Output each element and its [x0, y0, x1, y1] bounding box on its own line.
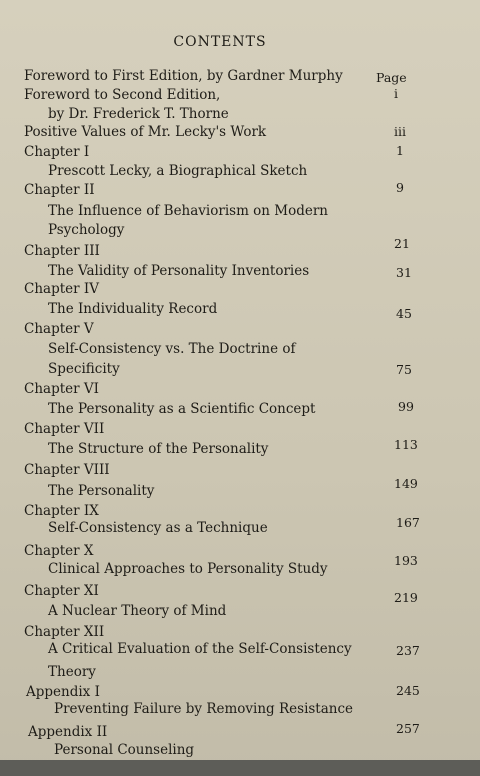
table-surface: [0, 760, 480, 776]
toc-entry: Chapter VI: [24, 381, 99, 397]
page-number: 257: [396, 721, 420, 736]
toc-entry: A Critical Evaluation of the Self-Consistency: [48, 641, 352, 657]
toc-entry: Chapter II: [24, 182, 95, 198]
toc-entry: Chapter X: [24, 543, 94, 559]
toc-entry: Preventing Failure by Removing Resistance: [54, 701, 354, 717]
page-number: 113: [394, 437, 418, 452]
toc-entry: The Personality as a Scientific Concept: [48, 401, 316, 417]
page-number: 31: [396, 265, 412, 280]
toc-entry: Chapter XI: [24, 583, 99, 599]
toc-entry: Appendix I: [26, 684, 100, 700]
toc-entry: Specificity: [48, 361, 120, 377]
page-number: 75: [396, 362, 412, 377]
toc-entry: The Validity of Personality Inventories: [48, 263, 310, 279]
toc-entry: Personal Counseling: [54, 742, 195, 758]
toc-entry: The Influence of Behaviorism on Modern: [48, 203, 329, 219]
toc-entry: Chapter I: [24, 144, 90, 160]
toc-entry: Chapter IV: [24, 281, 99, 297]
toc-entry: Chapter XII: [24, 624, 105, 640]
page-number: 1: [396, 143, 404, 158]
toc-entry: Psychology: [48, 222, 125, 238]
page-number: 245: [396, 683, 420, 698]
toc-entry: Self-Consistency as a Technique: [48, 520, 268, 536]
page-number: 219: [394, 590, 418, 605]
page-number: 193: [394, 553, 418, 568]
toc-entry: Foreword to First Edition, by Gardner Murphy: [24, 68, 343, 84]
page-number: 237: [396, 643, 420, 658]
toc-entry: Chapter V: [24, 321, 94, 337]
toc-entry: Prescott Lecky, a Biographical Sketch: [48, 163, 308, 179]
page-number: 21: [394, 236, 410, 251]
toc-entry: Self-Consistency vs. The Doctrine of: [48, 341, 296, 357]
page-number: 99: [398, 399, 414, 414]
toc-entry: The Personality: [48, 483, 155, 499]
toc-entry: Chapter III: [24, 243, 100, 259]
toc-entry: Appendix II: [28, 724, 108, 740]
page-number: 45: [396, 306, 412, 321]
page-number: 149: [394, 476, 418, 491]
page-column-label: Page: [376, 70, 407, 85]
contents-title: CONTENTS: [173, 34, 267, 50]
toc-entry: Positive Values of Mr. Lecky's Work: [24, 124, 267, 140]
toc-entry: Chapter IX: [24, 503, 99, 519]
toc-entry: The Individuality Record: [48, 301, 218, 317]
toc-entry: by Dr. Frederick T. Thorne: [48, 106, 229, 122]
page-number: i: [394, 86, 398, 101]
toc-entry: Chapter VII: [24, 421, 105, 437]
page-number: 167: [396, 515, 420, 530]
page-number: 9: [396, 180, 404, 195]
toc-entry: Foreword to Second Edition,: [24, 87, 221, 103]
toc-entry: Clinical Approaches to Personality Study: [48, 561, 328, 577]
toc-entry: A Nuclear Theory of Mind: [48, 603, 227, 619]
toc-entry: The Structure of the Personality: [48, 441, 269, 457]
page-number: iii: [394, 124, 406, 139]
toc-entry: Chapter VIII: [24, 462, 110, 478]
toc-entry: Theory: [48, 664, 96, 680]
